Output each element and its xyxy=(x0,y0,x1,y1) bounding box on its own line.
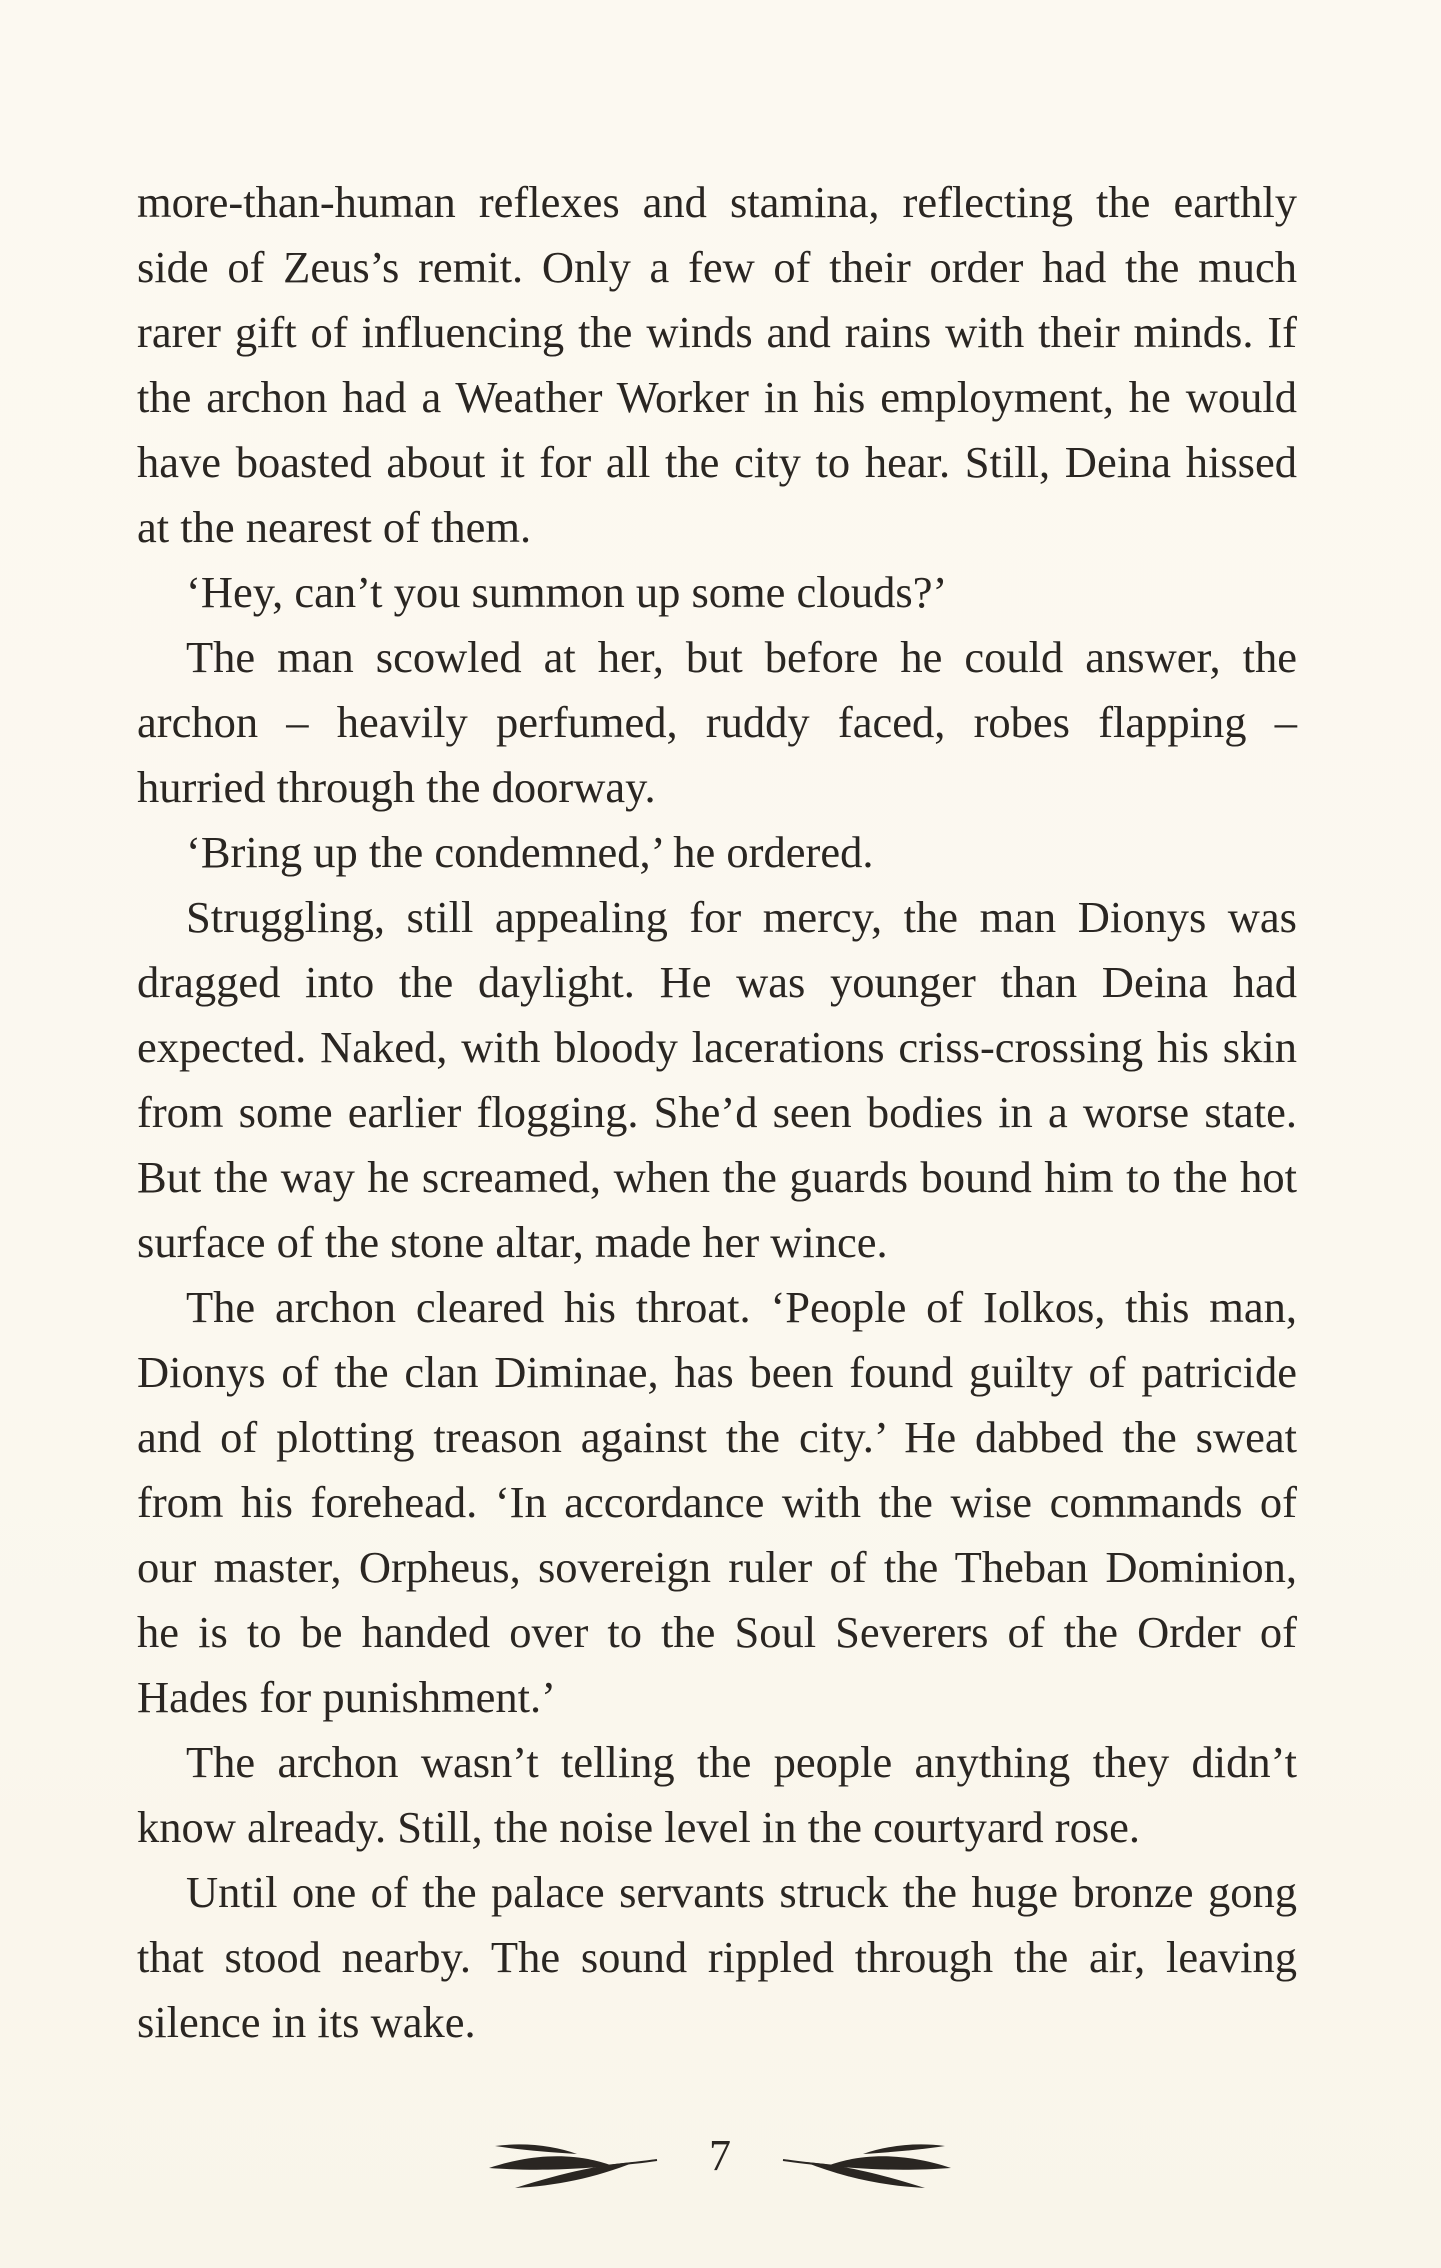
leaf-swash-right-icon xyxy=(780,2128,955,2198)
paragraph: Struggling, still appealing for mercy, the man Dionys was dragged into the daylight. He was younger than Deina had expected. Naked, with bloody lacerations criss-crossing his skin from some earlier flogging. She’d seen bodies in a worse state. But the way he screamed, when the guards bound him to the hot surface of the stone altar, made her wince. xyxy=(137,892,1297,1267)
paragraph: The man scowled at her, but before he could answer, the archon – heavily perfumed, ruddy faced, robes flapping – hurried through the doorway. xyxy=(137,632,1297,812)
paragraph-continued: more-than-human reflexes and stamina, reflecting the earthly side of Zeus’s remit. Only a few of their order had the much rarer gift of influencing the winds and rains with their minds. If the archon had a Weather Worker in his employment, he would have boasted about it for all the city to hear. Still, Deina hissed at the nearest of them. xyxy=(137,177,1297,552)
paragraph: Until one of the palace servants struck the huge bronze gong that stood nearby. The sound rippled through the air, leaving silence in its wake. xyxy=(137,1867,1297,2047)
leaf-swash-left-icon xyxy=(485,2128,660,2198)
paragraph: The archon wasn’t telling the people anything they didn’t know already. Still, the noise level in the courtyard rose. xyxy=(137,1737,1297,1852)
page-footer xyxy=(0,2120,1441,2210)
paragraph: ‘Hey, can’t you summon up some clouds?’ xyxy=(186,567,948,617)
body-text xyxy=(137,170,1297,2055)
paragraph: ‘Bring up the condemned,’ he ordered. xyxy=(186,827,874,877)
page-number: 7 xyxy=(709,2131,731,2180)
paragraph: The archon cleared his throat. ‘People of Iolkos, this man, Dionys of the clan Diminae, has been found guilty of patricide and of plotting treason against the city.’ He dabbed the sweat from his forehead. ‘In accordance with the wise commands of our master, Orpheus, sovereign ruler of the Theban Dominion, he is to be handed over to the Soul Severers of the Order of Hades for punishment.’ xyxy=(137,1282,1297,1722)
